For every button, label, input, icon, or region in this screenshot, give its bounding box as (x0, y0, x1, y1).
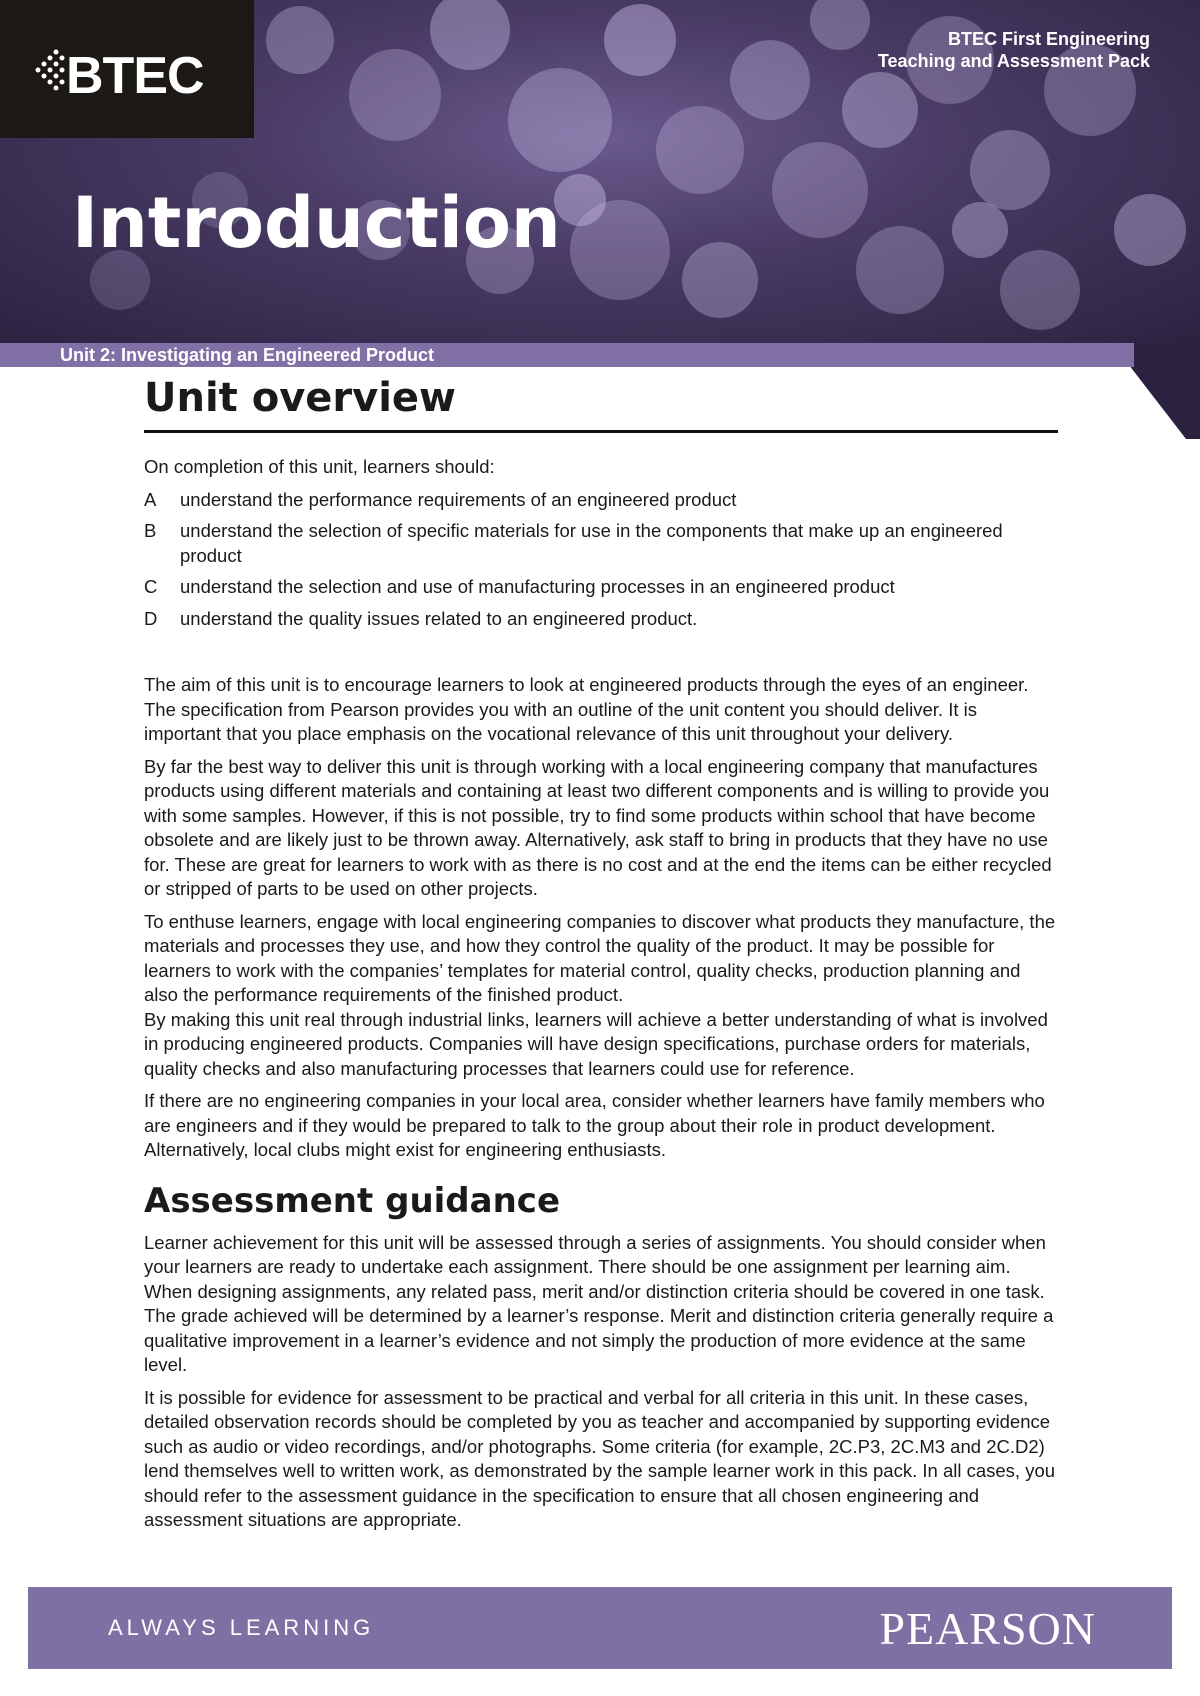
main-content (144, 368, 1058, 1541)
page-title: Introduction (72, 182, 561, 264)
outcome-letter: C (144, 576, 158, 597)
unit-label: Unit 2: Investigating an Engineered Product (60, 345, 435, 365)
list-item (144, 607, 1058, 632)
outcome-letter: A (144, 488, 157, 510)
assessment-paragraph: It is possible for evidence for assessment to be practical and verbal for all criteria in this unit. In these cases, detailed observation records should be completed by you as teacher and accompanied by supporting evidence such as audio or video recordings, and/or photographs. Some criteria (for example, 2C.P3, 2C.M3 and 2C.D2) lend themselves well to written work, as demonstrated by the sample learner work in this pack. In all cases, you should refer to the assessment guidance in the specification to ensure that all chosen engineering and assessment situations are appropriate. (144, 1386, 1056, 1530)
overview-paragraph: By far the best way to deliver this unit is through working with a local engineering company that manufactures products using different materials and containing at least two different components and is willing to provide you with some samples. However, if this is not possible, try to find some products within school that have become obsolete and are likely just to be thrown away. Alternatively, ask staff to bring in products that they have no use for. These are great for learners to work with as there is no cost and at the end the items can be either recycled or stripped of parts to be used on other projects. (144, 755, 1052, 899)
footer-tagline: ALWAYS LEARNING (108, 1615, 375, 1640)
outcome-text: understand the performance requirements of an engineered product (180, 488, 737, 510)
pack-title (878, 28, 1150, 72)
corner-triangle (1112, 343, 1200, 439)
overview-paragraph: To enthuse learners, engage with local engineering companies to discover what products they manufacture, the materials and processes they use, and how they control the quality of the product. It may be possible for learners to work with the companies’ templates for material control, quality checks, production planning and also the performance requirements of the finished product. (144, 910, 1056, 1005)
list-item (144, 519, 1058, 568)
overview-paragraph: The aim of this unit is to encourage learners to look at engineered products through the eyes of an engineer. The specification from Pearson provides you with an outline of the unit content you should deliver. It is important that you place emphasis on the vocational relevance of this unit throughout your delivery. (144, 674, 1029, 744)
outcome-letter: B (144, 520, 157, 541)
outcome-letter: D (144, 607, 158, 629)
outcome-text: understand the quality issues related to an engineered product. (180, 607, 698, 629)
overview-paragraph: If there are no engineering companies in your local area, consider whether learners have family members who are engineers and if they would be prepared to talk to the group about their role in product development. Alternatively, local clubs might exist for engineering enthusiasts. (144, 1090, 1045, 1160)
pearson-logo: PEARSON (879, 1603, 1096, 1654)
pack-title-line1: BTEC First Engineering (947, 29, 1150, 49)
list-item (144, 575, 1058, 600)
header-banner (0, 0, 1200, 345)
unit-overview-heading: Unit overview (144, 368, 1058, 433)
btec-logo (0, 0, 254, 138)
learning-outcomes-list (144, 488, 1058, 632)
list-item (144, 488, 1058, 513)
assessment-paragraph: Learner achievement for this unit will be assessed through a series of assignments. You should consider when your learners are ready to undertake each assignment. There should be one assignment per learning aim. When designing assignments, any related pass, merit and/or distinction criteria should be covered in one task. The grade achieved will be determined by a learner’s response. Merit and distinction criteria generally require a qualitative improvement in a learner’s evidence and not simply the production of more evidence at the same level. (144, 1231, 1054, 1375)
pack-title-line2: Teaching and Assessment Pack (877, 51, 1150, 71)
btec-dots-icon (34, 48, 68, 92)
outcome-text: understand the selection of specific materials for use in the components that make up an engineered product (180, 520, 1003, 566)
overview-paragraph: By making this unit real through industrial links, learners will achieve a better understanding of what is involved in producing engineered products. Companies will have design specifications, purchase orders for materials, quality checks and also manufacturing processes that learners could use for reference. (144, 1008, 1048, 1079)
outcomes-intro: On completion of this unit, learners should: (144, 456, 495, 477)
assessment-guidance-heading: Assessment guidance (144, 1180, 561, 1221)
outcome-text: understand the selection and use of manufacturing processes in an engineered product (180, 576, 895, 597)
btec-logo-text: BTEC (66, 47, 204, 105)
